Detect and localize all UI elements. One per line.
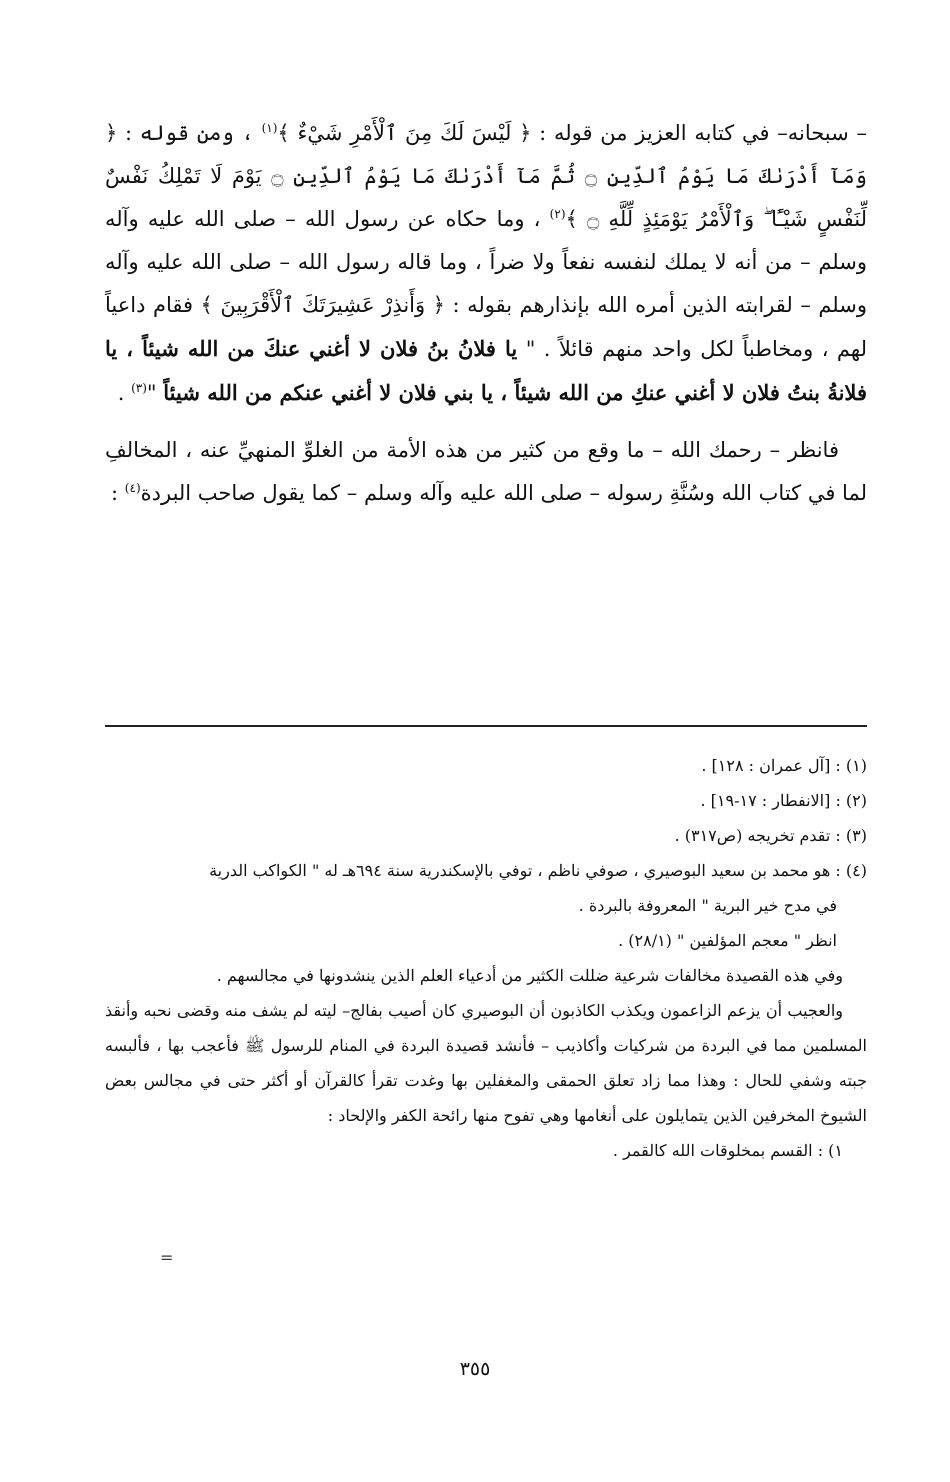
footnote-ref-4[interactable]: (٤) [124, 481, 141, 495]
footnote-paragraph-1: وفي هذه القصيدة مخالفات شرعية ضللت الكثير من أدعياء العلم الذين ينشدونها في مجالسهم . [216, 966, 843, 985]
footnote-ref-2[interactable]: (٢) [549, 207, 566, 221]
text-run: " [146, 381, 164, 405]
footnote-4: (٤) : هو محمد بن سعيد البوصيري ، صوفي ناظم ، توفي بالإسكندرية سنة ٦٩٤هـ له " الكواكب الدرية [209, 861, 867, 880]
continuation-mark: = [160, 1248, 174, 1267]
text-run: . [117, 381, 132, 405]
page-number: ٣٥٥ [459, 1358, 491, 1380]
footnote-1: (١) : [آل عمران : ١٢٨] . [701, 756, 867, 775]
footnotes [105, 748, 867, 1168]
footnote-ref-1[interactable]: (١) [261, 121, 278, 135]
text-run: فانظر – رحمك الله – ما وقع من كثير من هذه الأمة من الغلوِّ المنهيِّ عنه ، المخالفِ لما في كتاب الله وسُنَّةِ رسوله – صلى الله عليه وآله وسلم – كما يقول صاحب البردة [105, 438, 867, 505]
main-text [105, 112, 867, 515]
footnote-2: (٢) : [الانفطار : ١٧-١٩] . [700, 791, 867, 810]
footnote-ref-3[interactable]: (٣) [131, 381, 147, 395]
paragraph-1 [105, 112, 867, 415]
text-run: : [111, 481, 125, 505]
footnote-3: (٣) : تقدم تخريجه (ص٣١٧) . [674, 826, 867, 845]
footnote-4-continuation: في مدح خير البرية " المعروفة بالبردة . [578, 896, 837, 915]
text-run: – سبحانه– في كتابه العزيز من قوله : ﴿ لَيْسَ لَكَ مِنَ ٱلْأَمْرِ شَيْءٌ ﴾ [277, 121, 867, 145]
hadith-quote: يا فلانُ بنُ فلان لا أغني عنكَ من الله شيئاً ، يا فلانةُ بنتُ فلان لا أغني عنكِ من الله شيئاً ، يا بني فلان لا أغني عنكم من الله شيئاً [105, 336, 867, 405]
footnote-list-item: ١) : القسم بمخلوقات الله كالقمر . [612, 1141, 843, 1160]
footnote-separator [105, 725, 867, 727]
paragraph-2 [105, 429, 867, 515]
footnote-paragraph-2: والعجيب أن يزعم الزاعمون ويكذب الكاذبون أن البوصيري كان أصيب بفالج– ليته لم يشف منه وقضى نحبه وأنقذ المسلمين مما في البردة من شركيات وأكاذيب – فأنشد قصيدة البردة في المنام للرسول ﷺ فأعجب بها ، فألبسه جبته وشفي للحال : وهذا مما زاد تعلق الحمقى والمغفلين بها وغدت تقرأ كالقرآن أو أكثر حتى في مجالس بعض الشيوخ المخرفين الذين يتمايلون على أنغامها وهي تفوح منها رائحة الكفر والإلحاد : [105, 1001, 868, 1125]
footnote-4-reference: انظر " معجم المؤلفين " (٢٨/١) . [618, 931, 837, 950]
text-run: ، وما حكاه عن رسول الله – صلى الله عليه وآله وسلم – من أنه لا يملك لنفسه نفعاً ولا ضراً ، وما قاله رسول الله – صلى الله عليه وآله وسلم – لقرابته الذين أمره الله بإنذارهم بقوله : ﴿ وَأَنذِرْ عَشِيرَتَكَ ٱلْأَقْرَبِينَ ﴾ فقام داعياً لهم ، ومخاطباً لكل واحد منهم قائلاً . " [105, 207, 867, 361]
text-run: ، ومن قوله : ﴿ وَمَآ أَدْرَىٰكَ مَا يَوْمُ ٱلدِّينِ ۝ ثُمَّ مَآ أَدْرَىٰكَ مَا يَوْمُ ٱلدِّينِ ۝ يَوْمَ لَا تَمْلِكُ نَفْسٌ لِّنَفْسٍ شَيْـًٔا ۖ وَٱلْأَمْرُ يَوْمَئِذٍ لِّلَّهِ ۝ ﴾ [105, 121, 867, 231]
